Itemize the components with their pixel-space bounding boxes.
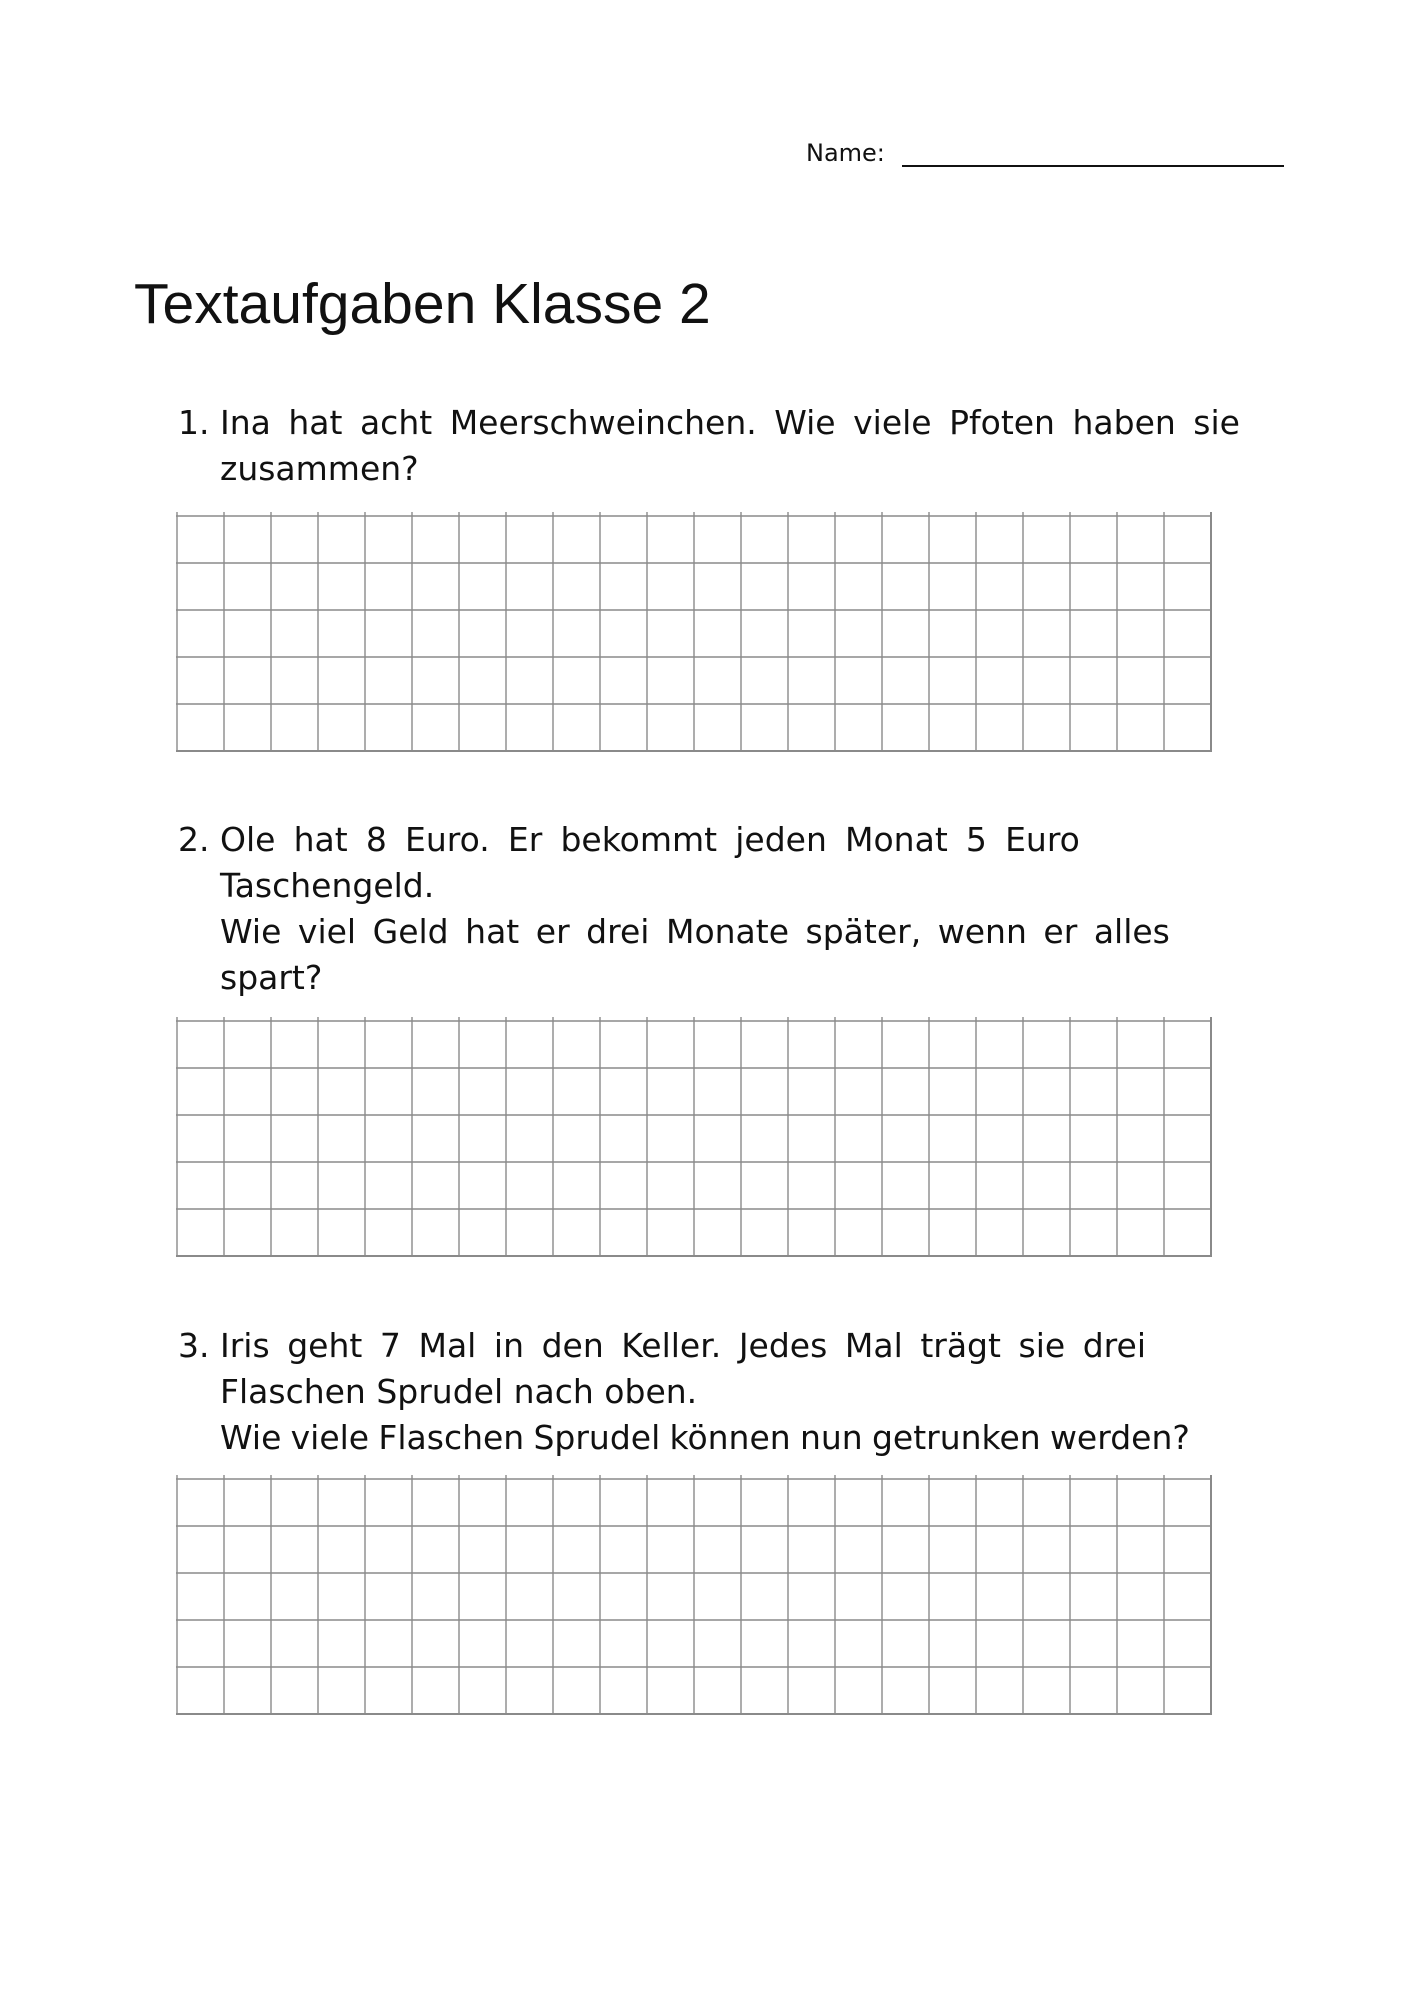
task-text-line: zusammen?	[220, 449, 419, 488]
answer-grid-3[interactable]	[176, 1475, 1238, 1722]
word: Wie	[220, 1418, 282, 1457]
word: Monate	[665, 912, 790, 951]
name-label: Name:	[806, 139, 885, 167]
word: viele	[290, 1418, 370, 1457]
word: Keller.	[621, 1326, 722, 1365]
word: später,	[805, 912, 922, 951]
task-text-line	[220, 400, 1240, 446]
word: haben	[1072, 403, 1176, 442]
word: werden?	[1049, 1418, 1190, 1457]
word: acht	[359, 403, 433, 442]
word: Mal	[844, 1326, 903, 1365]
word: Mal	[418, 1326, 477, 1365]
word: 8	[365, 820, 387, 859]
word: Er	[507, 820, 543, 859]
word: Wie	[220, 912, 282, 951]
word: Flaschen	[378, 1418, 525, 1457]
task-number: 2.	[178, 820, 210, 859]
word: Monat	[845, 820, 948, 859]
word: er	[535, 912, 570, 951]
word: können	[669, 1418, 791, 1457]
word: viele	[853, 403, 932, 442]
word: Ole	[220, 820, 276, 859]
grid-svg	[176, 512, 1238, 759]
word: alles	[1093, 912, 1170, 951]
word: Iris	[220, 1326, 270, 1365]
word: 5	[965, 820, 987, 859]
grid-svg	[176, 1017, 1238, 1264]
word: sie	[1018, 1326, 1066, 1365]
task-text-line	[220, 1323, 1146, 1369]
word: Sprudel	[533, 1418, 661, 1457]
word: trägt	[920, 1326, 1001, 1365]
task-text-line	[220, 1415, 1190, 1461]
grid-svg	[176, 1475, 1238, 1722]
name-write-line[interactable]	[902, 165, 1284, 167]
answer-grid-1[interactable]	[176, 512, 1238, 759]
word: bekommt	[560, 820, 718, 859]
task-text-line	[220, 817, 1080, 863]
word: drei	[586, 912, 650, 951]
word: Wie	[774, 403, 836, 442]
task-text-line: Flaschen Sprudel nach oben.	[220, 1372, 698, 1411]
word: getrunken	[871, 1418, 1041, 1457]
word: sie	[1193, 403, 1240, 442]
word: er	[1043, 912, 1078, 951]
word: viel	[297, 912, 357, 951]
word: 7	[379, 1326, 401, 1365]
word: Euro.	[405, 820, 490, 859]
word: Meerschweinchen.	[449, 403, 757, 442]
word: nun	[799, 1418, 863, 1457]
word: hat	[288, 403, 343, 442]
word: jeden	[735, 820, 827, 859]
word: Euro	[1005, 820, 1080, 859]
task-number: 1.	[178, 403, 210, 442]
answer-grid-2[interactable]	[176, 1017, 1238, 1264]
word: geht	[287, 1326, 363, 1365]
task-number: 3.	[178, 1326, 210, 1365]
word: drei	[1082, 1326, 1146, 1365]
name-field	[806, 136, 1286, 176]
word: hat	[293, 820, 348, 859]
word: hat	[465, 912, 520, 951]
task-text-line: Taschengeld.	[220, 866, 435, 905]
word: wenn	[937, 912, 1027, 951]
page-title: Textaufgaben Klasse 2	[134, 272, 711, 336]
task-text-line: spart?	[220, 958, 323, 997]
word: Jedes	[738, 1326, 828, 1365]
word: Pfoten	[949, 403, 1055, 442]
word: in	[493, 1326, 524, 1365]
word: den	[541, 1326, 604, 1365]
word: Geld	[372, 912, 449, 951]
task-text-line	[220, 909, 1170, 955]
word: Ina	[220, 403, 271, 442]
